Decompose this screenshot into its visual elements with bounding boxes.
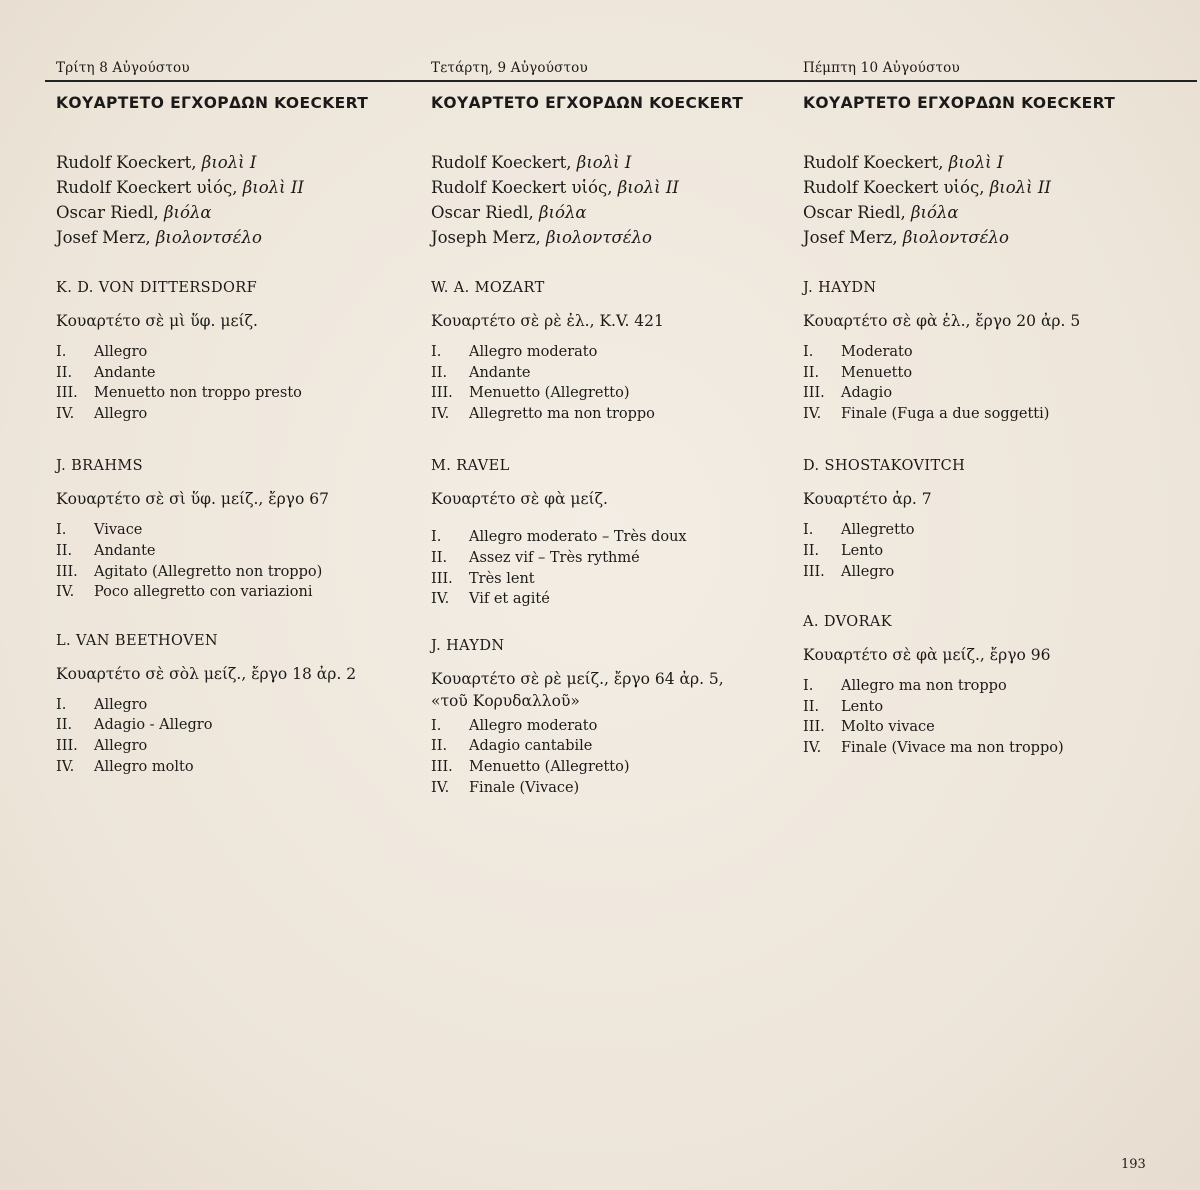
movement: II. Lento xyxy=(803,542,884,559)
movement: III. Agitato (Allegretto non troppo) xyxy=(56,563,323,580)
movement: IV. Allegro molto xyxy=(56,758,194,775)
performer: Joseph Merz, βιολοντσέλο xyxy=(431,228,652,247)
movements-list xyxy=(803,342,1173,424)
movement: III. Très lent xyxy=(431,570,535,587)
ensemble-heading: ΚΟΥΑΡΤΕΤΟ ΕΓΧΟΡΔΩΝ KOECKERT xyxy=(803,94,1116,112)
day-header-thursday: Πέμπτη 10 Αὐγούστου xyxy=(803,60,960,76)
performer: Josef Merz, βιολοντσέλο xyxy=(803,228,1009,247)
movement: IV. Finale (Fuga a due soggetti) xyxy=(803,405,1050,422)
performer: Rudolf Koeckert, βιολὶ I xyxy=(56,153,257,172)
movement: I. Allegro moderato xyxy=(431,717,598,734)
composer-name: A. DVORAK xyxy=(803,614,892,631)
work-block xyxy=(431,456,801,609)
composer-name: D. SHOSTAKOVITCH xyxy=(803,458,966,475)
movement: I. Allegro moderato – Très doux xyxy=(431,529,687,546)
work-title: Κουαρτέτο σὲ φὰ μείζ., ἔργο 96 xyxy=(803,646,1051,665)
work-block xyxy=(56,456,426,602)
movement: II. Andante xyxy=(431,364,531,381)
day-header-tuesday: Τρίτη 8 Αὐγούστου xyxy=(56,60,190,76)
page-number: 193 xyxy=(1121,1157,1146,1172)
program-column-2 xyxy=(431,94,801,798)
ensemble-heading: ΚΟΥΑΡΤΕΤΟ ΕΓΧΟΡΔΩΝ KOECKERT xyxy=(56,94,369,112)
work-title: Κουαρτέτο σὲ σὸλ μείζ., ἔργο 18 ἀρ. 2 xyxy=(56,664,357,683)
composer-name: J. HAYDN xyxy=(431,637,505,654)
movement: II. Adagio - Allegro xyxy=(56,717,213,734)
movements-list xyxy=(803,676,1173,758)
movement: IV. Allegro xyxy=(56,405,148,422)
work-block xyxy=(431,278,801,424)
movement: III. Allegro xyxy=(56,737,148,754)
movement: II. Menuetto xyxy=(803,364,913,381)
movement: II. Lento xyxy=(803,698,884,715)
movement: I. Vivace xyxy=(56,522,143,539)
performers-list xyxy=(431,150,801,250)
composer-name: J. BRAHMS xyxy=(56,458,143,475)
movement: IV. Finale (Vivace) xyxy=(431,779,580,796)
performer: Oscar Riedl, βιόλα xyxy=(803,203,959,222)
work-title: Κουαρτέτο σὲ ρὲ ἐλ., K.V. 421 xyxy=(431,312,664,330)
work-block xyxy=(56,631,426,777)
movement: III. Menuetto (Allegretto) xyxy=(431,758,630,775)
work-subtitle: «τοῦ Κορυδαλλοῦ» xyxy=(431,691,580,710)
performer: Oscar Riedl, βιόλα xyxy=(56,203,212,222)
ensemble-heading: ΚΟΥΑΡΤΕΤΟ ΕΓΧΟΡΔΩΝ KOECKERT xyxy=(431,94,744,112)
movements-list xyxy=(431,527,801,609)
movement: II. Andante xyxy=(56,364,156,381)
movement: I. Allegro xyxy=(56,696,148,713)
performers-list xyxy=(803,150,1173,250)
movement: I. Allegro ma non troppo xyxy=(803,678,1007,695)
movement: I. Allegro xyxy=(56,344,148,360)
movements-list xyxy=(56,695,426,777)
movement: IV. Allegretto ma non troppo xyxy=(431,405,655,422)
movement: I. Allegro moderato xyxy=(431,344,598,360)
composer-name: K. D. VON DITTERSDORF xyxy=(56,280,258,296)
work-title: Κουαρτέτο σὲ φὰ μείζ. xyxy=(431,490,608,509)
work-title: Κουαρτέτο σὲ φὰ ἐλ., ἔργο 20 ἀρ. 5 xyxy=(803,312,1081,330)
movement: IV. Vif et agité xyxy=(431,591,550,608)
composer-name: L. VAN BEETHOVEN xyxy=(56,632,219,649)
work-title: Κουαρτέτο σὲ σὶ ὕφ. μείζ., ἔργο 67 xyxy=(56,490,329,509)
program-column-1 xyxy=(56,94,426,777)
composer-name: W. A. MOZART xyxy=(431,280,545,296)
header-rule xyxy=(45,80,1197,82)
composer-name: M. RAVEL xyxy=(431,458,510,475)
movement: II. Adagio cantabile xyxy=(431,738,593,755)
performer: Rudolf Koeckert υἱός, βιολὶ II xyxy=(803,178,1051,197)
work-title: Κουαρτέτο σὲ μὶ ὕφ. μείζ. xyxy=(56,312,258,330)
performer: Rudolf Koeckert, βιολὶ I xyxy=(431,153,632,172)
movement: I. Moderato xyxy=(803,344,913,360)
movements-list xyxy=(803,520,1173,582)
work-title: Κουαρτέτο σὲ ρὲ μείζ., ἔργο 64 ἀρ. 5, xyxy=(431,669,724,688)
work-block xyxy=(803,456,1173,582)
performer: Rudolf Koeckert υἱός, βιολὶ II xyxy=(431,178,679,197)
movement: II. Assez vif – Très rythmé xyxy=(431,549,640,566)
performer: Rudolf Koeckert υἱός, βιολὶ II xyxy=(56,178,304,197)
work-block xyxy=(803,278,1173,424)
work-block xyxy=(56,278,426,424)
movements-list xyxy=(431,716,801,798)
performer: Rudolf Koeckert, βιολὶ I xyxy=(803,153,1004,172)
movement: III. Menuetto (Allegretto) xyxy=(431,385,630,402)
movements-list xyxy=(56,342,426,424)
movement: III. Adagio xyxy=(803,385,893,402)
movements-list xyxy=(431,342,801,424)
work-block xyxy=(431,636,801,798)
work-title: Κουαρτέτο ἀρ. 7 xyxy=(803,490,932,509)
performers-list xyxy=(56,150,426,250)
performer: Oscar Riedl, βιόλα xyxy=(431,203,587,222)
movement: III. Molto vivace xyxy=(803,719,935,736)
movement: III. Allegro xyxy=(803,563,895,580)
performer: Josef Merz, βιολοντσέλο xyxy=(56,228,262,247)
day-header-wednesday: Τετάρτη, 9 Αὐγούστου xyxy=(431,60,588,76)
movement: III. Menuetto non troppo presto xyxy=(56,385,302,402)
movement: I. Allegretto xyxy=(803,522,915,539)
movement: IV. Finale (Vivace ma non troppo) xyxy=(803,739,1064,756)
movements-list xyxy=(56,520,426,602)
movement: IV. Poco allegretto con variazioni xyxy=(56,584,313,601)
program-column-3 xyxy=(803,94,1173,759)
movement: II. Andante xyxy=(56,542,156,559)
work-block xyxy=(803,612,1173,758)
composer-name: J. HAYDN xyxy=(803,280,877,296)
